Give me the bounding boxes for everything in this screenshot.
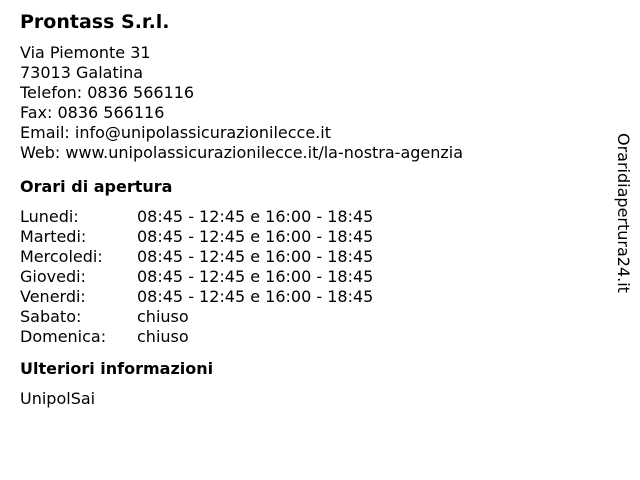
day-hours: 08:45 - 12:45 e 16:00 - 18:45 [137,227,374,246]
phone-line: Telefon: 0836 566116 [20,83,195,102]
day-hours: 08:45 - 12:45 e 16:00 - 18:45 [137,207,374,226]
company-name: Prontass S.r.l. [20,11,170,33]
street-address: Via Piemonte 31 [20,43,151,62]
hours-row [20,207,600,227]
hours-row [20,287,600,307]
day-label: Lunedi: [20,207,79,226]
day-label: Martedi: [20,227,87,246]
city-line: 73013 Galatina [20,63,144,82]
day-label: Giovedi: [20,267,86,286]
fax-line: Fax: 0836 566116 [20,103,165,122]
hours-row [20,307,600,327]
day-hours: chiuso [137,327,189,346]
day-label: Mercoledi: [20,247,103,266]
day-label: Sabato: [20,307,82,326]
day-hours: chiuso [137,307,189,326]
hours-row [20,227,600,247]
info-text: UnipolSai [20,389,96,408]
site-watermark: Oraridiapertura24.it [614,133,633,293]
email-line: Email: info@unipolassicurazionilecce.it [20,123,331,142]
day-hours: 08:45 - 12:45 e 16:00 - 18:45 [137,247,374,266]
hours-row [20,247,600,267]
day-hours: 08:45 - 12:45 e 16:00 - 18:45 [137,287,374,306]
business-card [20,10,600,409]
hours-row [20,267,600,287]
day-label: Venerdi: [20,287,86,306]
hours-heading: Orari di apertura [20,177,173,196]
day-label: Domenica: [20,327,107,346]
hours-table [20,207,600,347]
day-hours: 08:45 - 12:45 e 16:00 - 18:45 [137,267,374,286]
web-line: Web: www.unipolassicurazionilecce.it/la-nostra-agenzia [20,143,464,162]
contact-block [20,43,600,163]
info-heading: Ulteriori informazioni [20,359,214,378]
hours-row [20,327,600,347]
